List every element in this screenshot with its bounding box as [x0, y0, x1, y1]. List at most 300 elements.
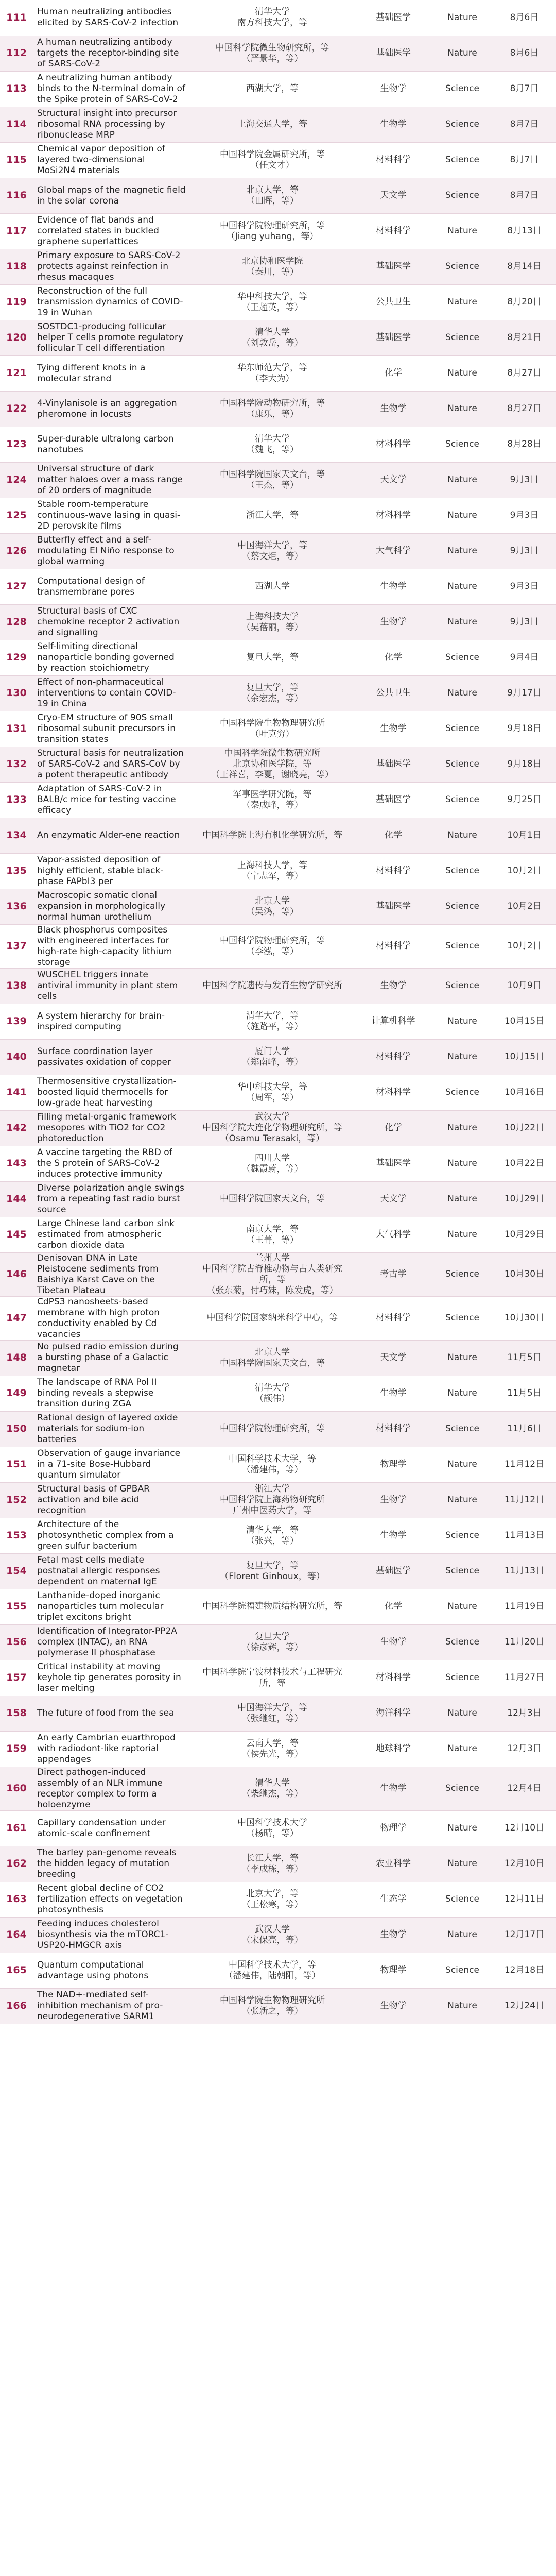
journal-name: Science [432, 889, 493, 924]
institution: 北京大学 中国科学院国家天文台，等 [190, 1340, 355, 1376]
field-of-study: 地球科学 [355, 1731, 432, 1767]
paper-title: Reconstruction of the full transmission dynamics of COVID-19 in Wuhan [33, 284, 190, 320]
row-number: 119 [0, 284, 33, 320]
journal-name: Science [432, 320, 493, 355]
journal-name: Science [432, 249, 493, 284]
table-row [0, 1553, 556, 1589]
field-of-study: 生物学 [355, 1518, 432, 1553]
row-number: 122 [0, 391, 33, 427]
journal-name: Nature [432, 1004, 493, 1039]
table-row [0, 1767, 556, 1810]
publication-date: 12月10日 [493, 1810, 556, 1846]
journal-name: Nature [432, 1110, 493, 1146]
institution: 上海科技大学，等 （宁志军，等） [190, 853, 355, 889]
field-of-study: 生物学 [355, 107, 432, 142]
field-of-study: 农业科学 [355, 1846, 432, 1882]
paper-title: Adaptation of SARS-CoV-2 in BALB/c mice for testing vaccine efficacy [33, 782, 190, 818]
field-of-study: 材料科学 [355, 427, 432, 462]
table-row [0, 1917, 556, 1953]
paper-title: Cryo-EM structure of 90S small ribosomal subunit precursors in transition states [33, 711, 190, 747]
journal-name: Science [432, 1624, 493, 1660]
field-of-study: 基础医学 [355, 1553, 432, 1589]
table-row [0, 924, 556, 968]
paper-title: Computational design of transmembrane pores [33, 569, 190, 604]
field-of-study: 生物学 [355, 391, 432, 427]
row-number: 131 [0, 711, 33, 747]
row-number: 120 [0, 320, 33, 355]
row-number: 137 [0, 924, 33, 968]
journal-name: Science [432, 924, 493, 968]
row-number: 152 [0, 1482, 33, 1518]
institution: 中国科学院微生物研究所，等 （严景华，等） [190, 36, 355, 71]
paper-title: The landscape of RNA Pol II binding reveals a stepwise transition during ZGA [33, 1376, 190, 1411]
institution: 浙江大学 中国科学院上海药物研究所 广州中医药大学，等 [190, 1482, 355, 1518]
field-of-study: 生物学 [355, 569, 432, 604]
institution: 军事医学研究院，等 （秦成峰，等） [190, 782, 355, 818]
field-of-study: 材料科学 [355, 1039, 432, 1075]
row-number: 161 [0, 1810, 33, 1846]
institution: 华东师范大学，等 （李大为） [190, 355, 355, 391]
journal-name: Science [432, 427, 493, 462]
paper-title: Direct pathogen-induced assembly of an NLR immune receptor complex to form a holoenzyme [33, 1767, 190, 1810]
institution: 西湖大学，等 [190, 71, 355, 107]
publication-date: 10月30日 [493, 1252, 556, 1296]
publication-date: 8月6日 [493, 36, 556, 71]
institution: 中国科学院物理研究所，等 [190, 1411, 355, 1447]
row-number: 111 [0, 0, 33, 36]
table-row [0, 889, 556, 924]
table-row [0, 1217, 556, 1252]
paper-title: Self-limiting directional nanoparticle bonding governed by reaction stoichiometry [33, 640, 190, 675]
institution: 中国科学院国家天文台，等 （王杰，等） [190, 462, 355, 498]
journal-name: Nature [432, 1217, 493, 1252]
row-number: 121 [0, 355, 33, 391]
journal-name: Science [432, 747, 493, 782]
paper-title: Architecture of the photosynthetic complex from a green sulfur bacterium [33, 1518, 190, 1553]
journal-name: Nature [432, 818, 493, 853]
table-row [0, 1660, 556, 1696]
paper-title: Diverse polarization angle swings from a repeating fast radio burst source [33, 1181, 190, 1217]
field-of-study: 大气科学 [355, 533, 432, 569]
table-row [0, 498, 556, 533]
field-of-study: 化学 [355, 640, 432, 675]
field-of-study: 材料科学 [355, 498, 432, 533]
journal-name: Science [432, 1953, 493, 1988]
field-of-study: 基础医学 [355, 889, 432, 924]
table-row [0, 284, 556, 320]
field-of-study: 化学 [355, 355, 432, 391]
paper-title: Structural basis of GPBAR activation and bile acid recognition [33, 1482, 190, 1518]
row-number: 143 [0, 1146, 33, 1181]
publication-date: 12月11日 [493, 1882, 556, 1917]
field-of-study: 材料科学 [355, 1660, 432, 1696]
row-number: 126 [0, 533, 33, 569]
table-row [0, 391, 556, 427]
field-of-study: 物理学 [355, 1447, 432, 1482]
publication-date: 9月3日 [493, 462, 556, 498]
journal-name: Science [432, 178, 493, 213]
publication-date: 10月16日 [493, 1075, 556, 1110]
table-row [0, 533, 556, 569]
table-row [0, 675, 556, 711]
journal-name: Nature [432, 1810, 493, 1846]
field-of-study: 基础医学 [355, 0, 432, 36]
row-number: 157 [0, 1660, 33, 1696]
institution: 复旦大学 （徐彦辉，等） [190, 1624, 355, 1660]
row-number: 127 [0, 569, 33, 604]
publication-date: 9月3日 [493, 604, 556, 640]
journal-name: Nature [432, 1376, 493, 1411]
publication-date: 9月17日 [493, 675, 556, 711]
institution: 兰州大学 中国科学院古脊椎动物与古人类研究所，等 （张东菊，付巧妹，陈发虎，等） [190, 1252, 355, 1296]
paper-title: A human neutralizing antibody targets the receptor-binding site of SARS-CoV-2 [33, 36, 190, 71]
paper-title: Rational design of layered oxide materials for sodium-ion batteries [33, 1411, 190, 1447]
institution: 中国科学院物理研究所，等 （李泓，等） [190, 924, 355, 968]
row-number: 156 [0, 1624, 33, 1660]
table-row [0, 36, 556, 71]
paper-title: WUSCHEL triggers innate antiviral immunity in plant stem cells [33, 968, 190, 1004]
publication-date: 9月3日 [493, 569, 556, 604]
table-row [0, 782, 556, 818]
row-number: 138 [0, 968, 33, 1004]
journal-name: Science [432, 711, 493, 747]
row-number: 135 [0, 853, 33, 889]
row-number: 117 [0, 213, 33, 249]
table-row [0, 604, 556, 640]
journal-name: Nature [432, 569, 493, 604]
paper-title: Super-durable ultralong carbon nanotubes [33, 427, 190, 462]
institution: 中国科学院福建物质结构研究所，等 [190, 1589, 355, 1624]
journal-name: Science [432, 782, 493, 818]
table-row [0, 178, 556, 213]
table-row [0, 1696, 556, 1731]
field-of-study: 材料科学 [355, 1411, 432, 1447]
table-row [0, 1953, 556, 1988]
publication-date: 8月7日 [493, 71, 556, 107]
publication-date: 10月2日 [493, 889, 556, 924]
row-number: 149 [0, 1376, 33, 1411]
publication-date: 8月13日 [493, 213, 556, 249]
publication-date: 8月14日 [493, 249, 556, 284]
institution: 上海科技大学 （吴蓓丽，等） [190, 604, 355, 640]
table-row [0, 1589, 556, 1624]
journal-name: Nature [432, 1731, 493, 1767]
field-of-study: 生物学 [355, 1767, 432, 1810]
journal-name: Science [432, 142, 493, 178]
journal-name: Science [432, 71, 493, 107]
publication-date: 9月3日 [493, 498, 556, 533]
table-row [0, 968, 556, 1004]
journal-name: Nature [432, 1846, 493, 1882]
table-row [0, 711, 556, 747]
journal-name: Nature [432, 284, 493, 320]
table-row [0, 355, 556, 391]
publication-date: 11月12日 [493, 1447, 556, 1482]
paper-title: Lanthanide-doped inorganic nanoparticles turn molecular triplet excitons bright [33, 1589, 190, 1624]
table-row [0, 1518, 556, 1553]
paper-title: A system hierarchy for brain-inspired computing [33, 1004, 190, 1039]
field-of-study: 生物学 [355, 1376, 432, 1411]
publication-date: 8月6日 [493, 0, 556, 36]
row-number: 160 [0, 1767, 33, 1810]
institution: 中国科学院上海有机化学研究所，等 [190, 818, 355, 853]
journal-name: Nature [432, 1482, 493, 1518]
field-of-study: 物理学 [355, 1810, 432, 1846]
publication-date: 10月22日 [493, 1110, 556, 1146]
table-row [0, 1882, 556, 1917]
table-row [0, 1004, 556, 1039]
table-row [0, 853, 556, 889]
publication-date: 11月27日 [493, 1660, 556, 1696]
publication-date: 11月6日 [493, 1411, 556, 1447]
row-number: 129 [0, 640, 33, 675]
field-of-study: 生物学 [355, 1988, 432, 2024]
paper-title: Vapor-assisted deposition of highly efficient, stable black-phase FAPbI3 per [33, 853, 190, 889]
row-number: 146 [0, 1252, 33, 1296]
row-number: 155 [0, 1589, 33, 1624]
paper-title: Filling metal-organic framework mesopores with TiO2 for CO2 photoreduction [33, 1110, 190, 1146]
paper-title: Tying different knots in a molecular strand [33, 355, 190, 391]
row-number: 112 [0, 36, 33, 71]
journal-name: Nature [432, 355, 493, 391]
institution: 中国科学技术大学 （杨晴，等） [190, 1810, 355, 1846]
row-number: 136 [0, 889, 33, 924]
field-of-study: 天文学 [355, 178, 432, 213]
table-row [0, 1252, 556, 1296]
field-of-study: 物理学 [355, 1953, 432, 1988]
institution: 清华大学，等 （张兴，等） [190, 1518, 355, 1553]
publication-date: 10月2日 [493, 924, 556, 968]
journal-name: Science [432, 1882, 493, 1917]
institution: 中国科学院国家纳米科学中心，等 [190, 1296, 355, 1340]
row-number: 141 [0, 1075, 33, 1110]
row-number: 166 [0, 1988, 33, 2024]
row-number: 114 [0, 107, 33, 142]
field-of-study: 天文学 [355, 1340, 432, 1376]
paper-title: Denisovan DNA in Late Pleistocene sediments from Baishiya Karst Cave on the Tibetan Plateau [33, 1252, 190, 1296]
journal-name: Nature [432, 1447, 493, 1482]
publication-date: 10月30日 [493, 1296, 556, 1340]
row-number: 139 [0, 1004, 33, 1039]
paper-title: Recent global decline of CO2 fertilization effects on vegetation photosynthesis [33, 1882, 190, 1917]
institution: 北京大学，等 （王松寒，等） [190, 1882, 355, 1917]
table-row [0, 0, 556, 36]
row-number: 132 [0, 747, 33, 782]
table-row [0, 747, 556, 782]
publication-date: 9月18日 [493, 747, 556, 782]
institution: 清华大学 （柴继杰，等） [190, 1767, 355, 1810]
table-row [0, 1846, 556, 1882]
table-row [0, 1731, 556, 1767]
table-row [0, 1624, 556, 1660]
paper-title: Quantum computational advantage using photons [33, 1953, 190, 1988]
field-of-study: 生物学 [355, 968, 432, 1004]
field-of-study: 基础医学 [355, 320, 432, 355]
institution: 武汉大学 （宋保亮，等） [190, 1917, 355, 1953]
table-row [0, 1039, 556, 1075]
field-of-study: 公共卫生 [355, 675, 432, 711]
institution: 中国科学院金属研究所，等 （任文才） [190, 142, 355, 178]
publication-date: 12月3日 [493, 1696, 556, 1731]
table-row [0, 320, 556, 355]
paper-title: Large Chinese land carbon sink estimated from atmospheric carbon dioxide data [33, 1217, 190, 1252]
row-number: 142 [0, 1110, 33, 1146]
row-number: 124 [0, 462, 33, 498]
institution: 中国海洋大学，等 （蔡文炬，等） [190, 533, 355, 569]
paper-title: Evidence of flat bands and correlated states in buckled graphene superlattices [33, 213, 190, 249]
institution: 中国科学院动物研究所，等 （康乐，等） [190, 391, 355, 427]
journal-name: Nature [432, 533, 493, 569]
journal-name: Nature [432, 1146, 493, 1181]
table-row [0, 462, 556, 498]
table-row [0, 1810, 556, 1846]
field-of-study: 生物学 [355, 604, 432, 640]
journal-name: Science [432, 968, 493, 1004]
publication-date: 8月27日 [493, 391, 556, 427]
journal-name: Nature [432, 1696, 493, 1731]
institution: 北京大学 （吴鸿，等） [190, 889, 355, 924]
institution: 清华大学 （颉伟） [190, 1376, 355, 1411]
paper-title: The future of food from the sea [33, 1696, 190, 1731]
field-of-study: 基础医学 [355, 36, 432, 71]
publication-date: 8月28日 [493, 427, 556, 462]
publication-date: 9月4日 [493, 640, 556, 675]
field-of-study: 材料科学 [355, 853, 432, 889]
row-number: 148 [0, 1340, 33, 1376]
field-of-study: 生物学 [355, 71, 432, 107]
table-row [0, 1376, 556, 1411]
table-row [0, 1988, 556, 2024]
publication-date: 8月7日 [493, 142, 556, 178]
journal-name: Nature [432, 604, 493, 640]
journal-name: Science [432, 107, 493, 142]
row-number: 118 [0, 249, 33, 284]
journal-name: Science [432, 1660, 493, 1696]
publication-date: 10月9日 [493, 968, 556, 1004]
institution: 华中科技大学，等 （王超英，等） [190, 284, 355, 320]
paper-title: Feeding induces cholesterol biosynthesis via the mTORC1-USP20-HMGCR axis [33, 1917, 190, 1953]
field-of-study: 考古学 [355, 1252, 432, 1296]
table-row [0, 1482, 556, 1518]
publication-date: 8月7日 [493, 178, 556, 213]
paper-title: No pulsed radio emission during a bursting phase of a Galactic magnetar [33, 1340, 190, 1376]
institution: 中国科学院国家天文台，等 [190, 1181, 355, 1217]
paper-title: Critical instability at moving keyhole tip generates porosity in laser melting [33, 1660, 190, 1696]
publication-date: 11月5日 [493, 1376, 556, 1411]
field-of-study: 生态学 [355, 1882, 432, 1917]
paper-title: Structural insight into precursor ribosomal RNA processing by ribonuclease MRP [33, 107, 190, 142]
journal-name: Nature [432, 1589, 493, 1624]
paper-title: 4-Vinylanisole is an aggregation pheromone in locusts [33, 391, 190, 427]
publication-date: 10月2日 [493, 853, 556, 889]
field-of-study: 材料科学 [355, 1075, 432, 1110]
paper-title: Global maps of the magnetic field in the solar corona [33, 178, 190, 213]
paper-title: Fetal mast cells mediate postnatal allergic responses dependent on maternal IgE [33, 1553, 190, 1589]
paper-title: A neutralizing human antibody binds to the N-terminal domain of the Spike protein of SARS-CoV-2 [33, 71, 190, 107]
publication-date: 11月19日 [493, 1589, 556, 1624]
paper-title: Observation of gauge invariance in a 71-site Bose-Hubbard quantum simulator [33, 1447, 190, 1482]
institution: 中国科学技术大学，等 （潘建伟，陆朝阳，等） [190, 1953, 355, 1988]
field-of-study: 化学 [355, 818, 432, 853]
journal-name: Nature [432, 1917, 493, 1953]
journal-name: Science [432, 640, 493, 675]
row-number: 134 [0, 818, 33, 853]
publication-date: 11月13日 [493, 1518, 556, 1553]
field-of-study: 化学 [355, 1589, 432, 1624]
journal-name: Science [432, 1553, 493, 1589]
field-of-study: 材料科学 [355, 142, 432, 178]
field-of-study: 天文学 [355, 1181, 432, 1217]
field-of-study: 生物学 [355, 711, 432, 747]
paper-title: Stable room-temperature continuous-wave lasing in quasi-2D perovskite films [33, 498, 190, 533]
institution: 华中科技大学，等 （周军，等） [190, 1075, 355, 1110]
row-number: 133 [0, 782, 33, 818]
publication-date: 10月15日 [493, 1004, 556, 1039]
row-number: 116 [0, 178, 33, 213]
paper-title: Surface coordination layer passivates oxidation of copper [33, 1039, 190, 1075]
institution: 复旦大学，等 （余宏杰，等） [190, 675, 355, 711]
publication-date: 9月18日 [493, 711, 556, 747]
paper-title: An enzymatic Alder-ene reaction [33, 818, 190, 853]
table-row [0, 569, 556, 604]
table-row [0, 107, 556, 142]
publication-date: 8月21日 [493, 320, 556, 355]
institution: 中国科学院生物物理研究所 （叶克穷） [190, 711, 355, 747]
institution: 北京大学，等 （田晖，等） [190, 178, 355, 213]
row-number: 163 [0, 1882, 33, 1917]
row-number: 158 [0, 1696, 33, 1731]
journal-name: Science [432, 853, 493, 889]
publication-date: 12月18日 [493, 1953, 556, 1988]
publication-date: 11月5日 [493, 1340, 556, 1376]
institution: 中国科学院宁波材料技术与工程研究所，等 [190, 1660, 355, 1696]
journal-name: Nature [432, 1039, 493, 1075]
row-number: 164 [0, 1917, 33, 1953]
paper-title: The NAD+-mediated self-inhibition mechanism of pro-neurodegenerative SARM1 [33, 1988, 190, 2024]
institution: 清华大学 （刘敦岳，等） [190, 320, 355, 355]
row-number: 162 [0, 1846, 33, 1882]
field-of-study: 天文学 [355, 462, 432, 498]
journal-name: Science [432, 1411, 493, 1447]
table-row [0, 1296, 556, 1340]
field-of-study: 公共卫生 [355, 284, 432, 320]
table-row [0, 818, 556, 853]
publication-date: 9月25日 [493, 782, 556, 818]
publication-date: 10月29日 [493, 1217, 556, 1252]
paper-title: CdPS3 nanosheets-based membrane with high proton conductivity enabled by Cd vacancies [33, 1296, 190, 1340]
field-of-study: 材料科学 [355, 213, 432, 249]
paper-title: Thermosensitive crystallization-boosted liquid thermocells for low-grade heat harvesting [33, 1075, 190, 1110]
institution: 中国科学院生物物理研究所 （张新之，等） [190, 1988, 355, 2024]
paper-title: Chemical vapor deposition of layered two-dimensional MoSi2N4 materials [33, 142, 190, 178]
journal-name: Science [432, 1075, 493, 1110]
publication-date: 12月4日 [493, 1767, 556, 1810]
publication-date: 12月3日 [493, 1731, 556, 1767]
institution: 四川大学 （魏霞蔚，等） [190, 1146, 355, 1181]
journal-name: Nature [432, 0, 493, 36]
row-number: 123 [0, 427, 33, 462]
field-of-study: 大气科学 [355, 1217, 432, 1252]
publication-date: 10月1日 [493, 818, 556, 853]
institution: 北京协和医学院 （秦川，等） [190, 249, 355, 284]
journal-name: Nature [432, 213, 493, 249]
journal-name: Science [432, 1518, 493, 1553]
field-of-study: 计算机科学 [355, 1004, 432, 1039]
publication-date: 10月15日 [493, 1039, 556, 1075]
institution: 中国科学院遗传与发育生物学研究所 [190, 968, 355, 1004]
row-number: 125 [0, 498, 33, 533]
publication-date: 11月20日 [493, 1624, 556, 1660]
